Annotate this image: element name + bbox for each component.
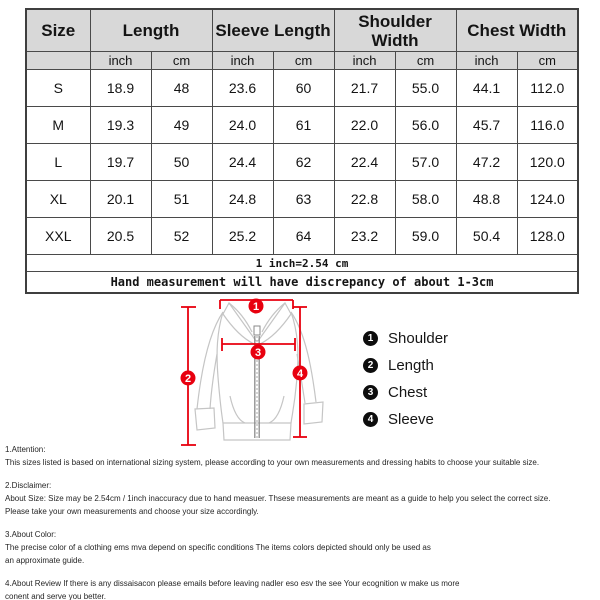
note-line: This sizes listed is based on international sizing system, please according to your own measurements and dressing habits to choose your suitable size.	[5, 458, 540, 467]
value-cell: 60	[273, 70, 334, 107]
unit-header: cm	[151, 52, 212, 70]
zipper	[254, 326, 260, 438]
table-row	[26, 218, 578, 255]
value-cell: 50.4	[456, 218, 517, 255]
unit-header: inch	[334, 52, 395, 70]
measurement-diagram	[0, 292, 600, 454]
legend-label: Length	[388, 357, 434, 374]
value-cell: 56.0	[395, 107, 456, 144]
legend-number-badge: 4	[363, 412, 378, 427]
unit-row	[26, 52, 578, 70]
measurement-note: Hand measurement will have discrepancy of about 1-3cm	[26, 272, 578, 294]
value-cell: 124.0	[517, 181, 578, 218]
note-section	[5, 528, 599, 567]
diagram-markers	[181, 299, 308, 386]
note-section	[5, 479, 599, 518]
jacket-illustration	[140, 292, 340, 452]
legend-label: Sleeve	[388, 411, 434, 428]
marker-4: 4	[296, 368, 304, 380]
value-cell: 50	[151, 144, 212, 181]
table-row	[26, 70, 578, 107]
value-cell: 19.7	[90, 144, 151, 181]
value-cell: 22.0	[334, 107, 395, 144]
table-row	[26, 107, 578, 144]
value-cell: 61	[273, 107, 334, 144]
size-chart-table	[25, 8, 579, 294]
column-header: Size	[26, 9, 90, 52]
note-heading: 3.About Color:	[5, 530, 57, 539]
size-cell: L	[26, 144, 90, 181]
note-section	[5, 577, 599, 600]
legend	[363, 330, 448, 438]
value-cell: 44.1	[456, 70, 517, 107]
size-cell: XXL	[26, 218, 90, 255]
legend-label: Chest	[388, 384, 428, 401]
value-cell: 52	[151, 218, 212, 255]
legend-number-badge: 1	[363, 331, 378, 346]
unit-header: cm	[395, 52, 456, 70]
value-cell: 55.0	[395, 70, 456, 107]
legend-number-badge: 3	[363, 385, 378, 400]
table-row	[26, 144, 578, 181]
marker-3: 3	[254, 347, 262, 359]
value-cell: 25.2	[212, 218, 273, 255]
value-cell: 21.7	[334, 70, 395, 107]
note-line: conent and serve you better.	[5, 592, 106, 600]
marker-2: 2	[184, 373, 192, 385]
value-cell: 120.0	[517, 144, 578, 181]
size-cell: M	[26, 107, 90, 144]
value-cell: 58.0	[395, 181, 456, 218]
value-cell: 62	[273, 144, 334, 181]
value-cell: 19.3	[90, 107, 151, 144]
value-cell: 24.0	[212, 107, 273, 144]
header-row	[26, 9, 578, 52]
value-cell: 49	[151, 107, 212, 144]
value-cell: 47.2	[456, 144, 517, 181]
table-row	[26, 272, 578, 294]
value-cell: 51	[151, 181, 212, 218]
legend-item	[363, 384, 448, 401]
value-cell: 45.7	[456, 107, 517, 144]
value-cell: 24.4	[212, 144, 273, 181]
note-line: an approximate guide.	[5, 556, 85, 565]
note-section	[5, 443, 599, 469]
size-cell: XL	[26, 181, 90, 218]
note-heading: 2.Disclaimer:	[5, 481, 52, 490]
unit-header: cm	[273, 52, 334, 70]
value-cell: 112.0	[517, 70, 578, 107]
legend-item	[363, 357, 448, 374]
conversion-note: 1 inch=2.54 cm	[26, 255, 578, 272]
value-cell: 23.2	[334, 218, 395, 255]
unit-header: inch	[212, 52, 273, 70]
value-cell: 128.0	[517, 218, 578, 255]
unit-header-blank	[26, 52, 90, 70]
unit-header: cm	[517, 52, 578, 70]
table-row	[26, 255, 578, 272]
marker-1: 1	[252, 301, 260, 313]
value-cell: 63	[273, 181, 334, 218]
unit-header: inch	[456, 52, 517, 70]
note-line: About Size: Size may be 2.54cm / 1inch inaccuracy due to hand measuer. Thsese measurements are meant as a guide to help you select the correct size.	[5, 494, 551, 503]
column-header: Chest Width	[456, 9, 578, 52]
value-cell: 20.5	[90, 218, 151, 255]
note-line: The precise color of a clothing ems mva depend on specific conditions The items colors depicted should only be used as	[5, 543, 431, 552]
legend-item	[363, 330, 448, 347]
value-cell: 18.9	[90, 70, 151, 107]
column-header: Length	[90, 9, 212, 52]
note-line: Please take your own measurements and choose your size accordingly.	[5, 507, 259, 516]
column-header: Shoulder Width	[334, 9, 456, 52]
column-header: Sleeve Length	[212, 9, 334, 52]
legend-item	[363, 411, 448, 428]
legend-number-badge: 2	[363, 358, 378, 373]
value-cell: 116.0	[517, 107, 578, 144]
note-heading: 1.Attention:	[5, 445, 46, 454]
value-cell: 22.8	[334, 181, 395, 218]
note-heading: 4.About Review If there is any dissaisacon please emails before leaving nadler eso esv the see Your ecognition w make us more	[5, 579, 460, 588]
legend-label: Shoulder	[388, 330, 449, 347]
value-cell: 20.1	[90, 181, 151, 218]
size-cell: S	[26, 70, 90, 107]
value-cell: 64	[273, 218, 334, 255]
value-cell: 48.8	[456, 181, 517, 218]
unit-header: inch	[90, 52, 151, 70]
table-row	[26, 181, 578, 218]
value-cell: 59.0	[395, 218, 456, 255]
value-cell: 24.8	[212, 181, 273, 218]
value-cell: 57.0	[395, 144, 456, 181]
value-cell: 22.4	[334, 144, 395, 181]
value-cell: 23.6	[212, 70, 273, 107]
notes	[5, 443, 599, 600]
value-cell: 48	[151, 70, 212, 107]
